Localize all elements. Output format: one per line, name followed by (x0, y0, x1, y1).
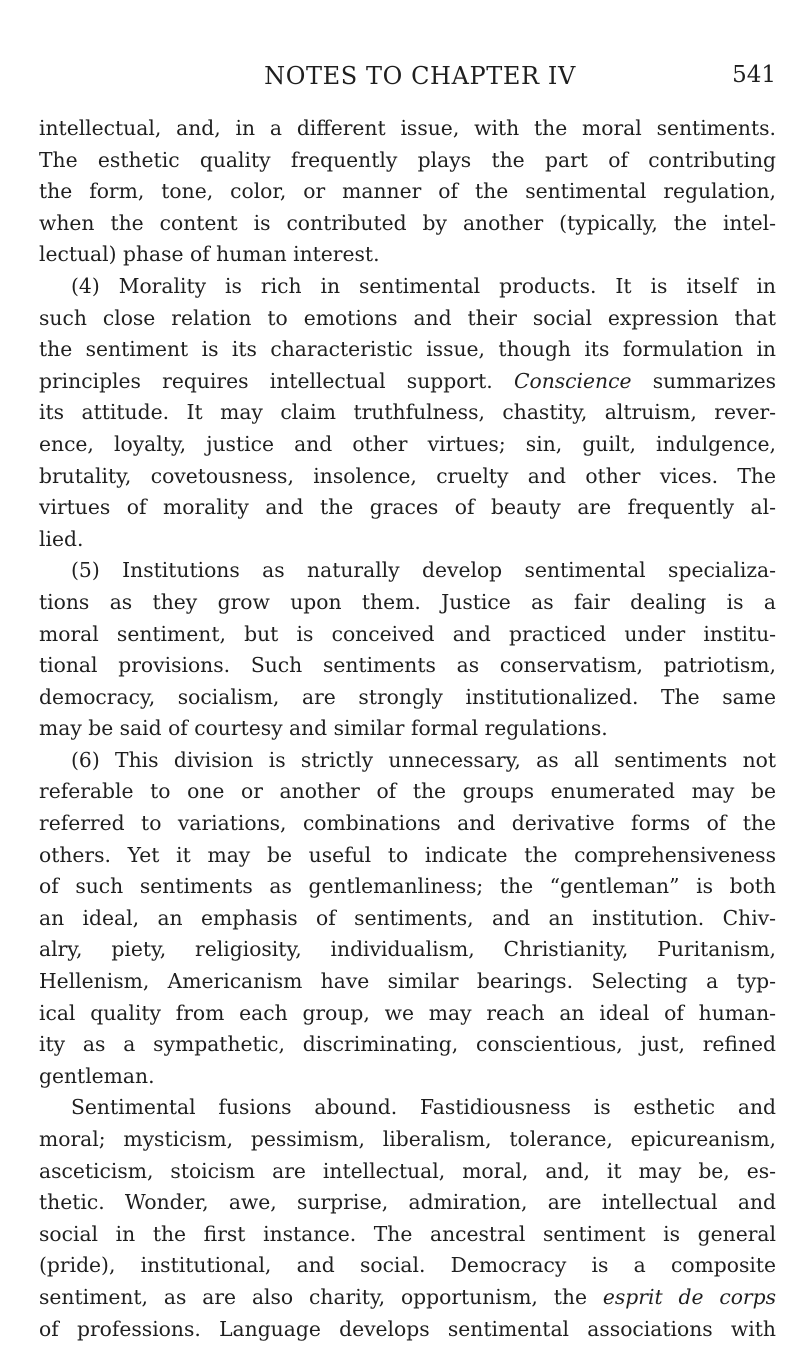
text-line: tions as they grow upon them. Justice as fair dealing is a (39, 589, 776, 614)
text-line: referred to variations, combinations and derivative forms of the (39, 811, 776, 836)
text-line: its attitude. It may claim truthfulness, chastity, altruism, rever- (39, 400, 776, 425)
italic-term: esprit de corps (602, 1284, 777, 1309)
text-line: Hellenism, Americanism have similar bearings. Selecting a typ- (39, 969, 776, 994)
text-line: The esthetic quality frequently plays the part of contributing (39, 147, 776, 172)
text-line: an ideal, an emphasis of sentiments, and an institution. Chiv- (39, 905, 776, 930)
text-segment: summarizes (631, 368, 777, 393)
text-line: virtues of morality and the graces of beauty are frequently al- (39, 495, 776, 520)
text-line: moral sentiment, but is conceived and practiced under institu- (39, 621, 776, 646)
text-line: thetic. Wonder, awe, surprise, admiration, are intellectual and (39, 1190, 776, 1215)
text-line: the form, tone, color, or manner of the sentimental regulation, (39, 179, 776, 204)
text-line: of professions. Language develops sentimental associations with (39, 1316, 776, 1341)
text-line: may be said of courtesy and similar formal regulations. (39, 716, 608, 741)
text-line: such close relation to emotions and their social expression that (39, 305, 776, 330)
text-line: of such sentiments as gentlemanliness; the “gentleman” is both (39, 874, 776, 899)
text-segment: principles requires intellectual support. (39, 368, 514, 393)
text-line: referable to one or another of the groups enumerated may be (39, 779, 776, 804)
text-line: others. Yet it may be useful to indicate the comprehensiveness (39, 842, 776, 867)
text-line (39, 366, 776, 398)
text-segment: sentiment, as are also charity, opportunism, the (39, 1284, 603, 1309)
text-line: brutality, covetousness, insolence, cruelty and other vices. The (39, 463, 776, 488)
text-line: lectual) phase of human interest. (39, 242, 380, 267)
text-line: asceticism, stoicism are intellectual, moral, and, it may be, es- (39, 1158, 776, 1183)
text-line: ical quality from each group, we may reach an ideal of human- (39, 1000, 776, 1025)
text-line: (6) This division is strictly unnecessary, as all sentiments not (71, 747, 776, 772)
body-text (39, 113, 776, 1345)
italic-term: Conscience (513, 368, 632, 393)
text-line: (pride), institutional, and social. Democracy is a composite (39, 1253, 776, 1278)
text-line: the sentiment is its characteristic issue, though its formulation in (39, 337, 776, 362)
running-head: NOTES TO CHAPTER IV (264, 62, 576, 90)
text-line: gentleman. (39, 1063, 155, 1088)
text-line: ence, loyalty, justice and other virtues; sin, guilt, indulgence, (39, 431, 776, 456)
text-line (39, 1282, 776, 1314)
text-line: (5) Institutions as naturally develop sentimental specializa- (71, 558, 776, 583)
text-line: alry, piety, religiosity, individualism, Christianity, Puritanism, (39, 937, 776, 962)
text-line: moral; mysticism, pessimism, liberalism, tolerance, epicureanism, (39, 1127, 776, 1151)
text-line: tional provisions. Such sentiments as conservatism, patriotism, (39, 653, 776, 678)
text-line: social in the first instance. The ancestral sentiment is general (39, 1221, 776, 1246)
text-line: Sentimental fusions abound. Fastidiousness is esthetic and (71, 1095, 776, 1120)
text-line: democracy, socialism, are strongly institutionalized. The same (39, 684, 776, 709)
text-line: intellectual, and, in a different issue, with the moral sentiments. (39, 116, 776, 140)
page-header (40, 62, 800, 96)
page-number: 541 (732, 62, 776, 88)
text-line: when the content is contributed by another (typically, the intel- (39, 210, 776, 235)
text-line: (4) Morality is rich in sentimental products. It is itself in (71, 273, 776, 298)
text-line: lied. (39, 526, 84, 551)
text-line: ity as a sympathetic, discriminating, conscientious, just, refined (39, 1032, 776, 1057)
